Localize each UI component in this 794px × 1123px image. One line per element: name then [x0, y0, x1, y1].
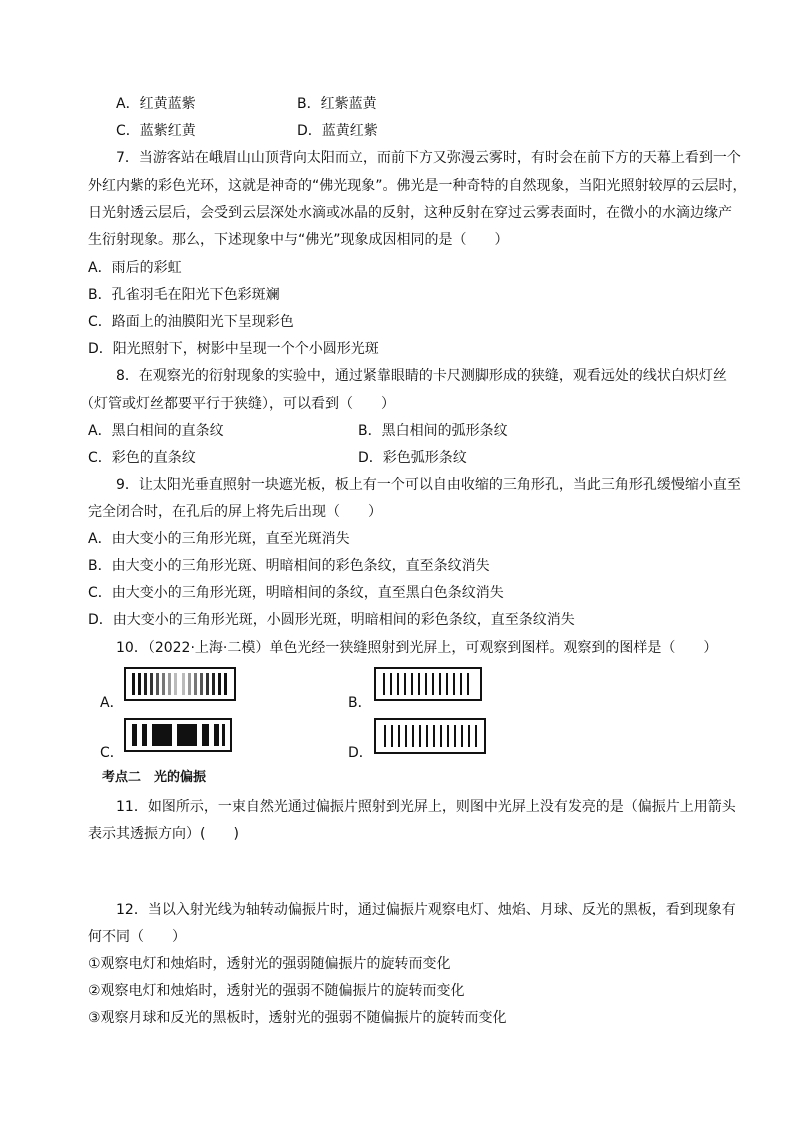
q9-option-d: D．由大变小的三角形光斑，小圆形光斑，明暗相间的彩色条纹，直至条纹消失 — [88, 612, 575, 628]
q7-option-b: B．孔雀羽毛在阳光下色彩斑斓 — [88, 287, 280, 303]
q9-option-a: A．由大变小的三角形光斑，直至光斑消失 — [88, 531, 350, 547]
q8-option-c: C．彩色的直条纹 — [88, 450, 196, 466]
q9-stem-line1: 9．让太阳光垂直照射一块遮光板，板上有一个可以自由收缩的三角形孔，当此三角形孔缓慢缩小直至 — [116, 477, 741, 493]
q10-pattern-c — [124, 718, 232, 752]
q11-stem-line2: 表示其透振方向）( ) — [88, 826, 239, 842]
q6-option-d: D．蓝黄红紫 — [297, 123, 378, 139]
q7-stem-line2: 外红内紫的彩色光环，这就是神奇的“佛光现象”。佛光是一种奇特的自然现象，当阳光照射较厚的云层时， — [88, 178, 747, 194]
q8-option-d: D．彩色弧形条纹 — [358, 450, 467, 466]
q7-option-a: A．雨后的彩虹 — [88, 260, 182, 276]
q6-option-b: B．红紫蓝黄 — [297, 96, 377, 112]
q7-stem-line3: 日光射透云层后，会受到云层深处水滴或冰晶的反射，这种反射在穿过云雾表面时，在微小的水滴边缘产 — [88, 205, 732, 221]
q10-option-b-label: B． — [348, 695, 372, 711]
q10-pattern-d — [374, 718, 486, 754]
q11-stem-line1: 11．如图所示，一束自然光通过偏振片照射到光屏上，则图中光屏上没有发亮的是（偏振片上用箭头 — [116, 799, 736, 815]
q10-stem: 10．（2022·上海·二模）单色光经一狭缝照射到光屏上，可观察到图样。观察到的图样是（ ） — [116, 640, 718, 656]
q7-option-d: D．阳光照射下，树影中呈现一个个小圆形光斑 — [88, 341, 379, 357]
q9-stem-line2: 完全闭合时，在孔后的屏上将先后出现（ ） — [88, 504, 382, 520]
q12-statement-3: ③观察月球和反光的黑板时，透射光的强弱不随偏振片的旋转而变化 — [88, 1010, 507, 1026]
q12-stem-line2: 何不同（ ） — [88, 929, 186, 945]
q10-option-c-label: C． — [100, 745, 124, 761]
q8-stem-line2: （灯管或灯丝都要平行于狭缝），可以看到（ ） — [80, 396, 395, 412]
q7-option-c: C．路面上的油膜阳光下呈现彩色 — [88, 314, 294, 330]
q9-option-c: C．由大变小的三角形光斑，明暗相间的条纹，直至黑白色条纹消失 — [88, 585, 504, 601]
q10-option-d-label: D． — [348, 745, 373, 761]
q6-option-a: A．红黄蓝紫 — [116, 96, 196, 112]
q10-pattern-b — [374, 667, 482, 701]
q12-statement-2: ②观察电灯和烛焰时，透射光的强弱不随偏振片的旋转而变化 — [88, 983, 465, 999]
q8-option-a: A．黑白相间的直条纹 — [88, 423, 224, 439]
q10-pattern-a — [124, 667, 236, 701]
q7-stem-line4: 生衍射现象。那么，下述现象中与“佛光”现象成因相同的是（ ） — [88, 232, 509, 248]
q8-stem-line1: 8．在观察光的衍射现象的实验中，通过紧靠眼睛的卡尺测脚形成的狭缝，观看远处的线状白炽灯丝 — [116, 368, 727, 384]
q7-stem-line1: 7．当游客站在峨眉山山顶背向太阳而立，而前下方又弥漫云雾时，有时会在前下方的天幕上看到一个 — [116, 150, 741, 166]
q9-option-b: B．由大变小的三角形光斑、明暗相间的彩色条纹，直至条纹消失 — [88, 558, 490, 574]
q8-option-b: B．黑白相间的弧形条纹 — [358, 423, 508, 439]
q12-statement-1: ①观察电灯和烛焰时，透射光的强弱随偏振片的旋转而变化 — [88, 956, 451, 972]
q12-stem-line1: 12．当以入射光线为轴转动偏振片时，通过偏振片观察电灯、烛焰、月球、反光的黑板，看到现象有 — [116, 902, 736, 918]
section-heading: 考点二 光的偏振 — [102, 770, 207, 785]
q6-option-c: C．蓝紫红黄 — [116, 123, 196, 139]
q10-option-a-label: A． — [100, 695, 124, 711]
